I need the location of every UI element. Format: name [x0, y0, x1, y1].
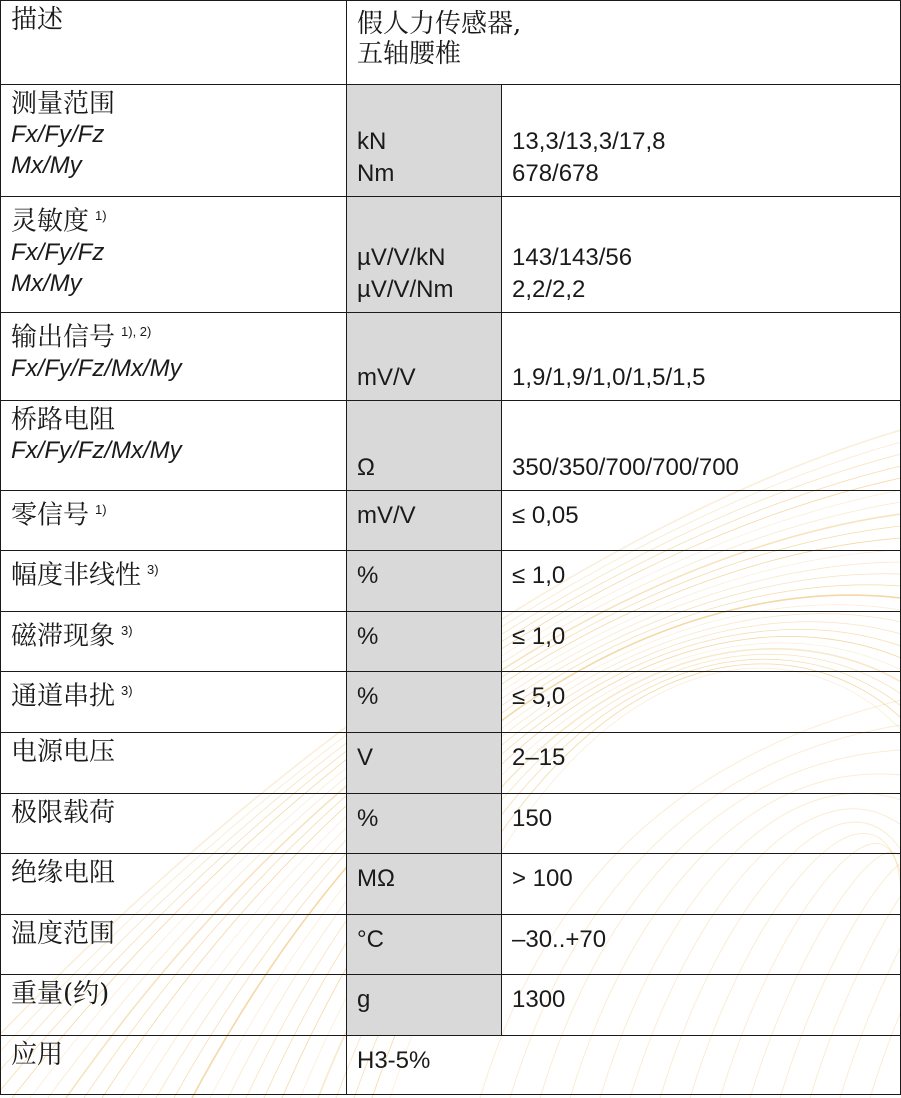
value-text: 350/350/700/700/700: [512, 454, 739, 481]
value-cell: [502, 975, 901, 1036]
spec-label-cell: [1, 733, 347, 794]
spec-name: 温度范围: [11, 919, 116, 949]
value-cell: [502, 551, 901, 612]
value-cell: [502, 313, 901, 401]
value-text: ≤ 0,05: [512, 502, 579, 529]
value-cell: [502, 733, 901, 794]
spec-label-cell: [1, 313, 347, 401]
unit-text: MΩ: [357, 865, 395, 892]
spec-axes: Fx/Fy/Fz: [11, 238, 105, 266]
unit-cell: [347, 915, 502, 975]
value-cell: [502, 915, 901, 975]
description-line-1: 假人力传感器,: [357, 9, 522, 39]
spec-row: [1, 612, 901, 672]
spec-name: 零信号: [11, 500, 90, 531]
footnote-ref: 3): [121, 623, 133, 638]
unit-cell: [347, 313, 502, 401]
spec-row: [1, 313, 901, 401]
header-row: [1, 1, 901, 85]
spec-row: [1, 794, 901, 854]
value-cell: [502, 612, 901, 672]
value-cell: [502, 401, 901, 491]
unit-cell: [347, 612, 502, 672]
value-text: ≤ 1,0: [512, 623, 566, 650]
spec-label-cell: [1, 401, 347, 491]
unit-cell: [347, 197, 502, 313]
spec-axes: Fx/Fy/Fz: [11, 121, 105, 148]
spec-name: 磁滞现象: [11, 621, 116, 652]
spec-row: [1, 915, 901, 975]
spec-name: 重量(约): [11, 979, 110, 1009]
spec-label-cell: [1, 915, 347, 975]
unit-cell: [347, 551, 502, 612]
spec-label-cell: [1, 854, 347, 915]
unit-text: V: [357, 744, 374, 771]
unit-cell: [347, 85, 502, 197]
value-text: 1,9/1,9/1,0/1,5/1,5: [512, 364, 706, 391]
spec-label-cell: [1, 85, 347, 197]
unit-cell: [347, 401, 502, 491]
spec-name: 通道串扰: [11, 681, 116, 712]
footnote-ref: 1), 2): [121, 324, 152, 339]
value-text: 678/678: [512, 160, 599, 187]
spec-name: 输出信号: [11, 322, 116, 353]
spec-name: 测量范围: [11, 89, 116, 119]
value-text: 1300: [512, 986, 566, 1013]
spec-row: [1, 672, 901, 733]
unit-text: Nm: [357, 160, 395, 187]
value-text: 2–15: [512, 744, 566, 771]
unit-cell: [347, 491, 502, 551]
spec-row: [1, 401, 901, 491]
spec-label-cell: [1, 551, 347, 612]
value-text: 13,3/13,3/17,8: [512, 128, 666, 155]
spec-name: 电源电压: [11, 737, 116, 767]
value-text: ≤ 1,0: [512, 562, 566, 589]
application-value: H3-5%: [347, 1036, 901, 1095]
spec-row: [1, 551, 901, 612]
description-label: 描述: [1, 1, 347, 85]
application-row: [1, 1036, 901, 1095]
unit-text: mV/V: [357, 364, 416, 391]
value-text: –30..+70: [512, 926, 607, 953]
spec-name: 灵敏度: [11, 206, 90, 237]
spec-axes: Mx/My: [11, 152, 82, 179]
spec-axes: Fx/Fy/Fz/Mx/My: [11, 354, 182, 382]
spec-row: [1, 85, 901, 197]
unit-text: kN: [357, 128, 387, 155]
unit-cell: [347, 794, 502, 854]
spec-label-cell: [1, 794, 347, 854]
unit-cell: [347, 854, 502, 915]
value-text: 143/143/56: [512, 244, 633, 271]
value-text: 150: [512, 805, 553, 832]
spec-label-cell: [1, 672, 347, 733]
value-cell: [502, 854, 901, 915]
value-cell: [502, 794, 901, 854]
description-line-2: 五轴腰椎: [357, 39, 462, 69]
unit-text: µV/V/Nm: [357, 276, 454, 303]
value-cell: [502, 672, 901, 733]
unit-text: Ω: [357, 454, 375, 481]
unit-text: mV/V: [357, 502, 416, 529]
description-value: [347, 1, 901, 85]
unit-text: µV/V/kN: [357, 244, 446, 271]
value-cell: [502, 197, 901, 313]
value-text: > 100: [512, 865, 573, 892]
value-cell: [502, 85, 901, 197]
spec-axes: Fx/Fy/Fz/Mx/My: [11, 437, 182, 464]
spec-name: 极限载荷: [11, 798, 116, 828]
spec-row: [1, 854, 901, 915]
footnote-ref: 1): [95, 208, 107, 223]
value-text: ≤ 5,0: [512, 683, 566, 710]
unit-cell: [347, 975, 502, 1036]
unit-text: %: [357, 805, 379, 832]
footnote-ref: 3): [147, 562, 159, 577]
unit-text: %: [357, 683, 379, 710]
spec-axes: Mx/My: [11, 269, 82, 297]
spec-row: [1, 491, 901, 551]
spec-label-cell: [1, 612, 347, 672]
footnote-ref: 1): [95, 502, 107, 517]
value-cell: [502, 491, 901, 551]
spec-label-cell: [1, 975, 347, 1036]
value-text: 2,2/2,2: [512, 276, 586, 303]
spec-name: 绝缘电阻: [11, 858, 116, 888]
spec-row: [1, 197, 901, 313]
unit-text: %: [357, 562, 379, 589]
spec-name: 幅度非线性: [11, 560, 142, 591]
spec-name: 桥路电阻: [11, 405, 116, 435]
unit-text: °C: [357, 926, 384, 953]
unit-cell: [347, 672, 502, 733]
spec-label-cell: [1, 197, 347, 313]
unit-cell: [347, 733, 502, 794]
spec-row: [1, 733, 901, 794]
spec-row: [1, 975, 901, 1036]
spec-label-cell: [1, 491, 347, 551]
application-label: 应用: [1, 1036, 347, 1095]
unit-text: %: [357, 623, 379, 650]
unit-text: g: [357, 986, 371, 1013]
footnote-ref: 3): [121, 683, 133, 698]
